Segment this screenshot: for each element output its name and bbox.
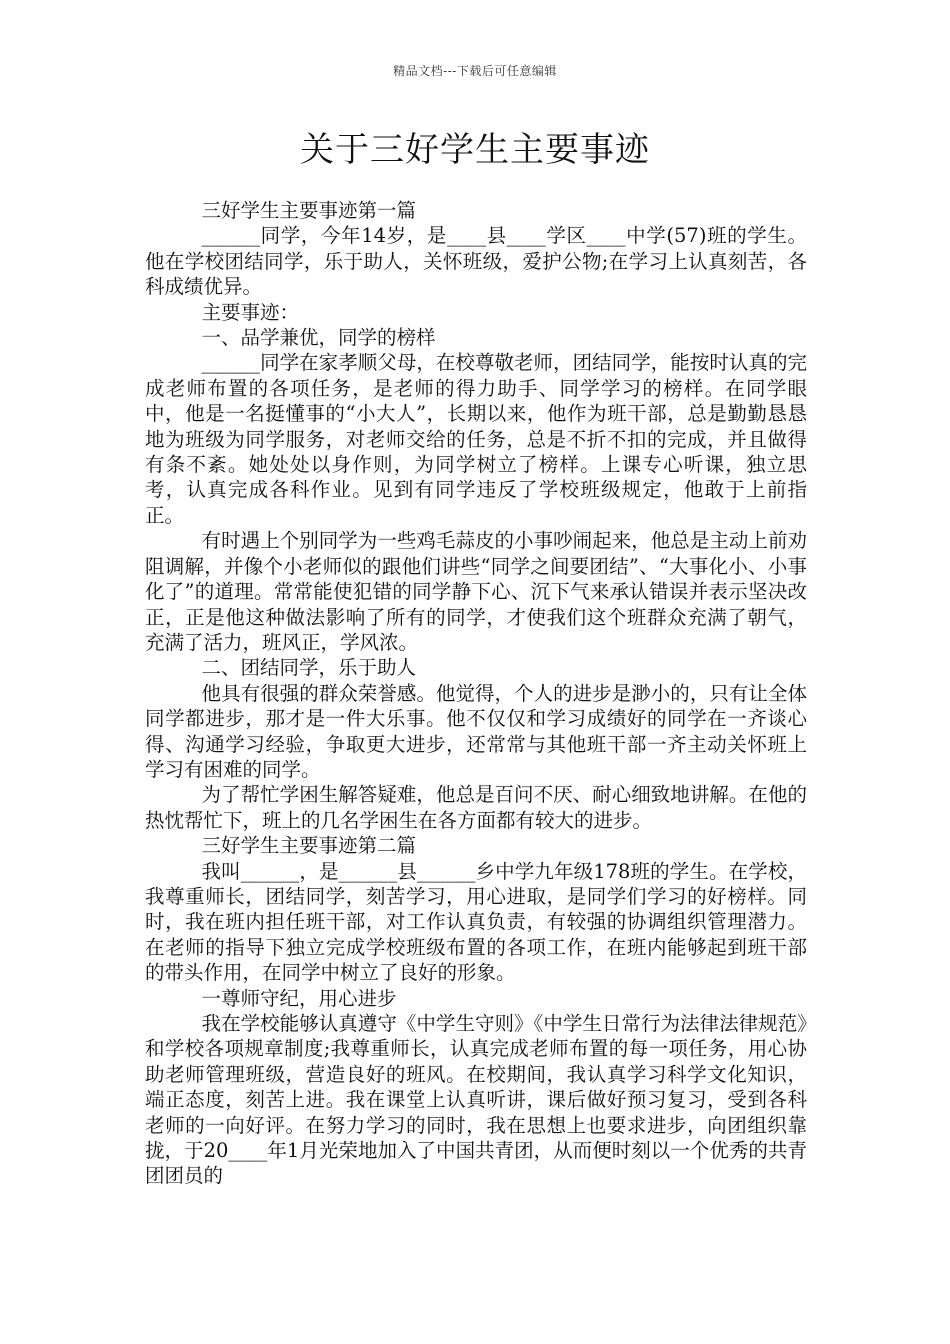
paragraph: 为了帮忙学困生解答疑难，他总是百问不厌、耐心细致地讲解。在他的热忱帮忙下，班上的几名学困生在各方面都有较大的进步。 (145, 783, 807, 832)
paragraph: 我叫______，是______县______乡中学九年级178班的学生。在学校，我尊重师长，团结同学，刻苦学习，用心进取，是同学们学习的好榜样。同时，我在班内担任班干部，对工作认真负责，有较强的协调组织管理潜力。在老师的指导下独立完成学校班级布置的各项工作，在班内能够起到班干部的带头作用，在同学中树立了良好的形象。 (145, 859, 807, 985)
document-title: 关于三好学生主要事迹 (300, 130, 650, 170)
header-note: 精品文档---下载后可任意编辑 (393, 64, 557, 78)
document-body (145, 198, 807, 1189)
paragraph: ______同学，今年14岁，是____县____学区____中学(57)班的学生。他在学校团结同学，乐于助人，关怀班级，爱护公物;在学习上认真刻苦，各科成绩优异。 (145, 224, 807, 299)
section-heading-2: 三好学生主要事迹第二篇 (201, 834, 417, 858)
subheading: 二、团结同学，乐于助人 (201, 656, 417, 680)
paragraph: ______同学在家孝顺父母，在校尊敬老师，团结同学，能按时认真的完成老师布置的各项任务，是老师的得力助手、同学学习的榜样。在同学眼中，他是一名挺懂事的“小大人”，长期以来，他作为班干部，总是勤勤恳恳地为班级为同学服务，对老师交给的任务，总是不折不扣的完成，并且做得有条不紊。她处处以身作则，为同学树立了榜样。上课专心听课，独立思考，认真完成各科作业。见到有同学违反了学校班级规定，他敢于上前指正。 (145, 351, 807, 527)
subheading: 一、品学兼优，同学的榜样 (201, 326, 436, 350)
section-heading-1: 三好学生主要事迹第一篇 (201, 199, 417, 222)
paragraph: 有时遇上个别同学为一些鸡毛蒜皮的小事吵闹起来，他总是主动上前劝阻调解，并像个小老师似的跟他们讲些“同学之间要团结”、“大事化小、小事化了”的道理。常常能使犯错的同学静下心、沉下气来承认错误并表示坚决改正，正是他这种做法影响了所有的同学，才使我们这个班群众充满了朝气，充满了活力，班风正，学风浓。 (145, 529, 807, 654)
paragraph: 他具有很强的群众荣誉感。他觉得，个人的进步是渺小的，只有让全体同学都进步，那才是一件大乐事。他不仅仅和学习成绩好的同学在一齐谈心得、沟通学习经验，争取更大进步，还常常与其他班干部一齐主动关怀班上学习有困难的同学。 (145, 681, 807, 781)
paragraph: 我在学校能够认真遵守《中学生守则》《中学生日常行为法律法律规范》和学校各项规章制度;我尊重师长，认真完成老师布置的每一项任务，用心协助老师管理班级，营造良好的班风。在校期间，我认真学习科学文化知识，端正态度，刻苦上进。我在课堂上认真听讲，课后做好预习复习，受到各科老师的一向好评。在努力学习的同时，我在思想上也要求进步，向团组织靠拢，于20____年1月光荣地加入了中国共青团，从而便时刻以一个优秀的共青团团员的 (145, 1012, 807, 1188)
subheading: 主要事迹： (201, 300, 300, 324)
subheading: 一尊师守纪，用心进步 (201, 986, 397, 1010)
